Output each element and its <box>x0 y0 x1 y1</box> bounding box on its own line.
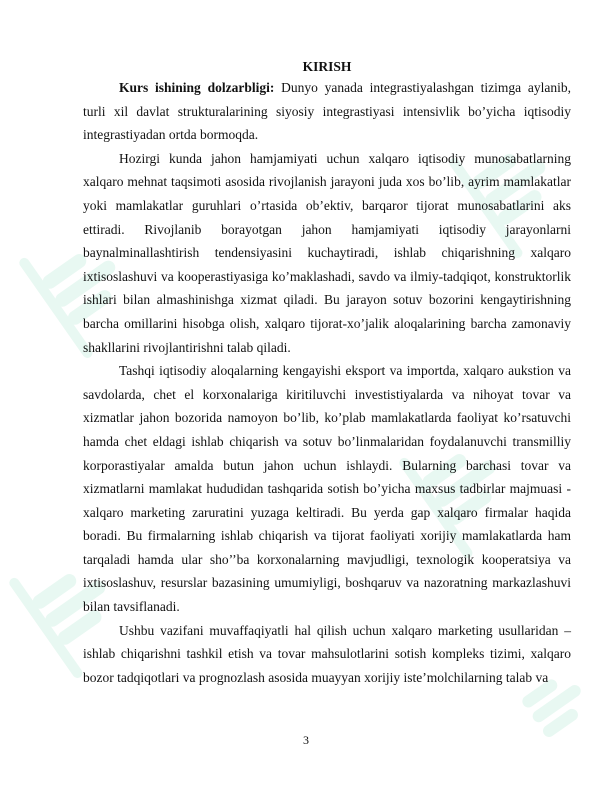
paragraph-4: Ushbu vazifani muvaffaqiyatli hal qilish uchun xalqaro marketing usullaridan – ishlab chiqarishni tashkil etish va tovar mahsulotlarini sotish kompleks tizimi, xalqaro bozor tadqiqotlari va prognozlash asosida muayyan xorijiy iste’molchilarning talab va <box>83 622 571 685</box>
paragraph-1-lead: Kurs ishining dolzarbligi: <box>119 80 275 95</box>
document-page <box>83 58 571 689</box>
paragraph-2: Hozirgi kunda jahon hamjamiyati uchun xalqaro iqtisodiy munosabatlarning xalqaro mehnat taqsimoti asosida rivojlanish jarayoni juda xos bo’lib, ayrim mamlakatlar yoki mamlakatlar guruhlari o’rtasida ob’ektiv, barqaror tijorat munosabatlarini aks ettiradi. Rivojlanib borayotgan jahon hamjamiyati iqtisodiy jarayonlarni baynalminallashtirish tendensiyasini kuchaytiradi, ishlab chiqarishning xalqaro ixtisoslashuvi va kooperastiyasiga ko’maklashadi, savdo va ilmiy-tadqiqot, konstruktorlik ishlari bilan almashinishga xizmat qiladi. Bu jarayon sotuv bozorini kengaytirishning barcha omillarini hisobga olish, xalqaro tijorat-xo’jalik aloqalarining barcha zamonaviy shakllarini rivojlantirishni talab qiladi. <box>83 150 571 355</box>
paragraph-3: Tashqi iqtisodiy aloqalarning kengayishi eksport va importda, xalqaro aukstion va savdolarda, chet el korxonalariga kiritiluvchi investistiyalarda va nihoyat tovar va xizmatlar jahon bozorida namoyon bo’lib, ko’plab mamlakatlarda faoliyat ko’rsatuvchi hamda chet eldagi ishlab chiqarish va sotuv bo’linmalaridan foydalanuvchi transmilliy korporastiyalar amalda butun jahon uchun ishlaydi. Bularning barchasi tovar va xizmatlarni mamlakat hududidan tashqarida sotish bo’yicha maxsus tadbirlar majmuasi - xalqaro marketing zaruratini yuzaga keltiradi. Bu yerda gap xalqaro firmalar haqida boradi. Bu firmalarning ishlab chiqarish va tijorat faoliyati xorijiy mamlakatlarda ham tarqaladi hamda ular sho’’ba korxonalarning mavjudligi, texnologik kooperatsiya va ixtisoslashuv, resurslar bazasining umumiyligi, boshqaruv va nazoratning markazlashuvi bilan tavsiflanadi. <box>83 363 571 615</box>
paragraph-1-text: Dunyo yanada integrastiyalashgan tizimga aylanib, turli xil davlat strukturalarining siyosiy integrastiyasi intensivlik bo’yicha iqtisodiy integrastiyadan ortda bormoqda. <box>83 80 571 143</box>
paragraph-1 <box>83 76 571 147</box>
page-title: KIRISH <box>302 59 352 74</box>
page-number: 3 <box>303 733 309 747</box>
